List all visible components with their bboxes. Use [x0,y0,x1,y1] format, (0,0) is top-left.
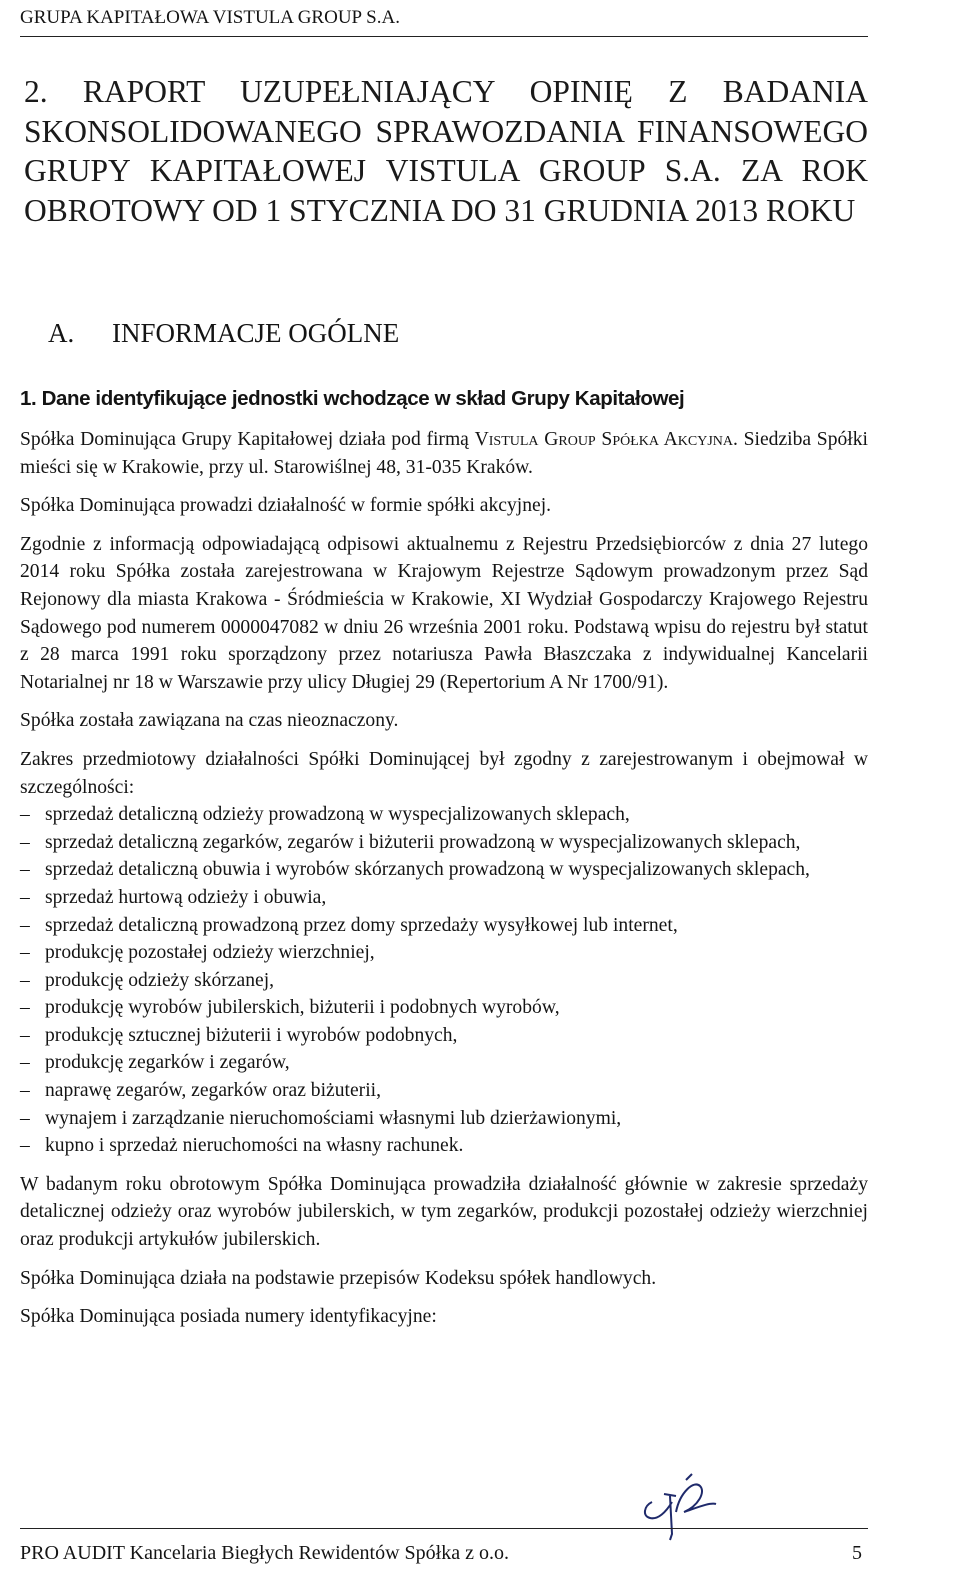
activity-item [20,829,868,857]
activity-item [20,1132,868,1160]
paragraph-duration: Spółka została zawiązana na czas nieoznaczony. [20,710,399,732]
list-dash: – [20,859,30,881]
activity-text: produkcję zegarków i zegarów, [45,1052,290,1074]
running-header: GRUPA KAPITAŁOWA VISTULA GROUP S.A. [20,7,400,28]
section-heading-a [48,316,848,350]
paragraph-company-name [20,426,868,481]
activity-item [20,1022,868,1050]
activity-item [20,801,868,829]
paragraph-text: . Siedziba Spółki mieści się w Krakowie, przy ul. Starowiślnej 48, 31-035 Kraków. [20,429,868,478]
activity-text: kupno i sprzedaż nieruchomości na własny rachunek. [45,1135,464,1157]
activity-text: sprzedaż detaliczną zegarków, zegarów i biżuterii prowadzoną w wyspecjalizowanych sklepach, [45,831,801,853]
activity-text: produkcję pozostałej odzieży wierzchniej, [45,942,375,964]
activity-item [20,967,868,995]
list-dash: – [20,1080,30,1102]
list-dash: – [20,831,30,853]
footer-firm-name: PRO AUDIT Kancelaria Biegłych Rewidentów Spółka z o.o. [20,1542,509,1564]
company-firm-name: Vistula Group Spółka Akcyjna [474,429,734,450]
header-rule [20,36,868,37]
list-dash: – [20,1107,30,1129]
activity-text: sprzedaż detaliczną prowadzoną przez domy sprzedaży wysyłkowej lub internet, [45,914,678,936]
paragraph-main-activity: W badanym roku obrotowym Spółka Dominująca prowadziła działalność głównie w zakresie sprzedaży detalicznej odzieży oraz wyrobów jubilerskich, w tym zegarków, produkcji pozostałej odzieży wierzchniej oraz produkcji artykułów jubilerskich. [20,1173,868,1251]
activity-item [20,939,868,967]
list-dash: – [20,1052,30,1074]
activity-item [20,1105,868,1133]
paragraph-legal-basis: Spółka Dominująca działa na podstawie przepisów Kodeksu spółek handlowych. [20,1267,657,1289]
paragraph-identifiers: Spółka Dominująca posiada numery identyfikacyjne: [20,1306,437,1328]
activity-text: produkcję wyrobów jubilerskich, biżuterii i podobnych wyrobów, [45,997,560,1019]
footer-rule [20,1528,868,1529]
document-body [20,426,868,1331]
report-title: 2. RAPORT UZUPEŁNIAJĄCY OPINIĘ Z BADANIA SKONSOLIDOWANEGO SPRAWOZDANIA FINANSOWEGO GRUPY KAPITAŁOWEJ VISTULA GROUP S.A. ZA ROK OBROTOWY OD 1 STYCZNIA DO 31 GRUDNIA 2013 ROKU [24,74,868,228]
activity-text: sprzedaż hurtową odzieży i obuwia, [45,886,327,908]
list-dash: – [20,942,30,964]
activity-item [20,912,868,940]
activity-text: produkcję odzieży skórzanej, [45,969,275,991]
activity-item [20,1049,868,1077]
paragraph-legal-form: Spółka Dominująca prowadzi działalność w formie spółki akcyjnej. [20,495,552,517]
paragraph-registration: Zgodnie z informacją odpowiadającą odpisowi aktualnemu z Rejestru Przedsiębiorców z dnia 27 lutego 2014 roku Spółka została zarejestrowana w Krajowym Rejestrze Sądowym prowadzonym przez Sąd Rejonowy dla miasta Krakowa - Śródmieścia w Krakowie, XI Wydział Gospodarczy Krajowego Rejestru Sądowego pod numerem 0000047082 w dniu 26 września 2001 roku. Podstawą wpisu do rejestru był statut z 28 marca 1991 roku sporządzony przez notariusza Pawła Błaszczaka z indywidualnej Kancelarii Notarialnej nr 18 w Warszawie przy ulicy Długiej 29 (Repertorium A Nr 1700/91). [20,533,868,693]
activity-text: produkcję sztucznej biżuterii i wyrobów podobnych, [45,1024,458,1046]
activity-text: sprzedaż detaliczną obuwia i wyrobów skórzanych prowadzoną w wyspecjalizowanych sklepach, [45,859,810,881]
section-title: INFORMACJE OGÓLNE [112,318,400,348]
list-dash: – [20,804,30,826]
activity-text: sprzedaż detaliczną odzieży prowadzoną w wyspecjalizowanych sklepach, [45,804,630,826]
activity-item [20,856,868,884]
section-number: A. [48,318,75,348]
subsection-heading: 1. Dane identyfikujące jednostki wchodzące w skład Grupy Kapitałowej [20,387,685,410]
activity-item [20,994,868,1022]
activity-item [20,884,868,912]
activity-text: wynajem i zarządzanie nieruchomościami własnymi lub dzierżawionymi, [45,1107,622,1129]
handwritten-signature-icon [636,1472,720,1542]
activity-item [20,1077,868,1105]
list-dash: – [20,1024,30,1046]
paragraph-text: Spółka Dominująca Grupy Kapitałowej działa pod firmą [20,429,475,450]
list-dash: – [20,886,30,908]
document-page [20,0,868,1586]
list-dash: – [20,997,30,1019]
list-dash: – [20,1135,30,1157]
page-number: 5 [852,1542,862,1564]
paragraph-scope-intro: Zakres przedmiotowy działalności Spółki Dominującej był zgodny z zarejestrowanym i obejmował w szczególności: [20,748,868,798]
list-dash: – [20,969,30,991]
activities-list [20,801,868,1160]
activity-text: naprawę zegarów, zegarków oraz biżuterii, [45,1080,381,1102]
list-dash: – [20,914,30,936]
